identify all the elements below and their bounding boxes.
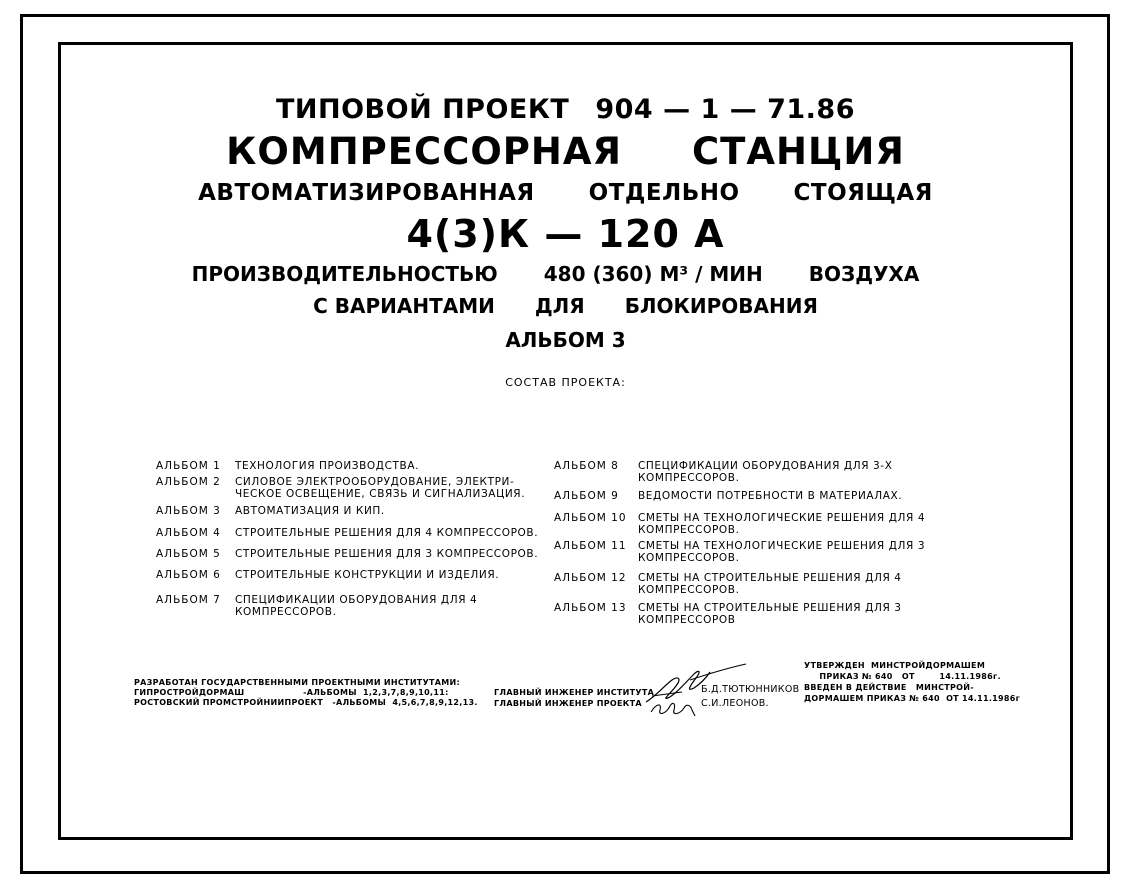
- title-capacity-label: ПРОИЗВОДИТЕЛЬНОСТЬЮ: [191, 262, 498, 286]
- album-row-8: [554, 460, 974, 490]
- album-row-4: [156, 527, 556, 548]
- album-row-12: [554, 572, 974, 602]
- album-desc: СТРОИТЕЛЬНЫЕ КОНСТРУКЦИИ И ИЗДЕЛИЯ.: [235, 569, 500, 581]
- album-desc: СПЕЦИФИКАЦИИ ОБОРУДОВАНИЯ ДЛЯ 3-Х КОМПРЕССОРОВ.: [638, 460, 893, 484]
- album-desc: СМЕТЫ НА СТРОИТЕЛЬНЫЕ РЕШЕНИЯ ДЛЯ 4 КОМПРЕССОРОВ.: [638, 572, 902, 596]
- album-label: АЛЬБОМ 9: [554, 490, 619, 502]
- album-label: АЛЬБОМ 3: [156, 505, 221, 517]
- album-row-1: [156, 460, 556, 476]
- albums-right-column: [554, 460, 974, 630]
- album-row-3: [156, 505, 556, 527]
- album-desc: ТЕХНОЛОГИЯ ПРОИЗВОДСТВА.: [235, 460, 420, 472]
- title-main: [0, 130, 1131, 173]
- title-variants-word1: С ВАРИАНТАМИ: [313, 294, 495, 318]
- footer-chief-institute-label: ГЛАВНЫЙ ИНЖЕНЕР ИНСТИТУТА: [494, 688, 655, 697]
- footer-name-institute: Б.Д.ТЮТЮННИКОВ: [701, 684, 800, 695]
- title-capacity: [0, 262, 1121, 286]
- title-main-word2: СТАНЦИЯ: [692, 130, 905, 173]
- album-label: АЛЬБОМ 7: [156, 594, 221, 606]
- title-capacity-medium: ВОЗДУХА: [808, 262, 920, 286]
- album-label: АЛЬБОМ 1: [156, 460, 221, 472]
- title-subtitle-word2: ОТДЕЛЬНО: [588, 180, 740, 206]
- album-label: АЛЬБОМ 11: [554, 540, 627, 552]
- album-row-10: [554, 512, 974, 540]
- footer-chief-project-label: ГЛАВНЫЙ ИНЖЕНЕР ПРОЕКТА: [494, 699, 642, 708]
- footer-name-project: С.И.ЛЕОНОВ.: [701, 698, 769, 709]
- title-subtitle-word1: АВТОМАТИЗИРОВАННАЯ: [198, 180, 535, 206]
- title-variants-word3: БЛОКИРОВАНИЯ: [624, 294, 818, 318]
- album-row-13: [554, 602, 974, 630]
- album-label: АЛЬБОМ 2: [156, 476, 221, 488]
- album-desc: СТРОИТЕЛЬНЫЕ РЕШЕНИЯ ДЛЯ 3 КОМПРЕССОРОВ.: [235, 548, 539, 560]
- title-album: АЛЬБОМ 3: [505, 328, 626, 352]
- album-label: АЛЬБОМ 6: [156, 569, 221, 581]
- title-project-label: ТИПОВОЙ ПРОЕКТ: [275, 94, 570, 125]
- album-row-11: [554, 540, 974, 572]
- album-desc: ВЕДОМОСТИ ПОТРЕБНОСТИ В МАТЕРИАЛАХ.: [638, 490, 903, 502]
- album-row-2: [156, 476, 556, 505]
- album-row-9: [554, 490, 974, 512]
- album-label: АЛЬБОМ 13: [554, 602, 627, 614]
- album-row-6: [156, 569, 556, 594]
- title-variants-word2: ДЛЯ: [534, 294, 585, 318]
- album-label: АЛЬБОМ 12: [554, 572, 627, 584]
- album-desc: СИЛОВОЕ ЭЛЕКТРООБОРУДОВАНИЕ, ЭЛЕКТРИ- ЧЕСКОЕ ОСВЕЩЕНИЕ, СВЯЗЬ И СИГНАЛИЗАЦИЯ.: [235, 476, 526, 500]
- title-subtitle: [0, 180, 1131, 206]
- title-project-code: 904 — 1 — 71.86: [595, 94, 856, 125]
- album-row-5: [156, 548, 556, 569]
- title-subtitle-word3: СТОЯЩАЯ: [793, 180, 933, 206]
- title-model: 4(3)К — 120 А: [406, 212, 725, 256]
- album-desc: АВТОМАТИЗАЦИЯ И КИП.: [235, 505, 385, 517]
- album-label: АЛЬБОМ 4: [156, 527, 221, 539]
- album-desc: СМЕТЫ НА СТРОИТЕЛЬНЫЕ РЕШЕНИЯ ДЛЯ 3 КОМПРЕССОРОВ: [638, 602, 902, 626]
- album-desc: СПЕЦИФИКАЦИИ ОБОРУДОВАНИЯ ДЛЯ 4 КОМПРЕССОРОВ.: [235, 594, 478, 618]
- albums-left-column: [156, 460, 556, 622]
- album-label: АЛЬБОМ 5: [156, 548, 221, 560]
- composition-heading: СОСТАВ ПРОЕКТА:: [505, 376, 626, 389]
- album-label: АЛЬБОМ 8: [554, 460, 619, 472]
- album-desc: СТРОИТЕЛЬНЫЕ РЕШЕНИЯ ДЛЯ 4 КОМПРЕССОРОВ.: [235, 527, 539, 539]
- album-row-7: [156, 594, 556, 622]
- title-capacity-value: 480 (360) М³ / МИН: [543, 262, 763, 286]
- signature-stroke-top: [688, 662, 748, 682]
- signature-project: [648, 696, 698, 720]
- footer-approval: УТВЕРЖДЕН МИНСТРОЙДОРМАШЕМ ПРИКАЗ № 640 ОТ 14.11.1986г. ВВЕДЕН В ДЕЙСТВИЕ МИНСТРОЙ- ДОРМАШЕМ ПРИКАЗ № 640 ОТ 14.11.1986г: [804, 661, 1021, 703]
- title-project-number: [0, 94, 1131, 125]
- album-desc: СМЕТЫ НА ТЕХНОЛОГИЧЕСКИЕ РЕШЕНИЯ ДЛЯ 3 КОМПРЕССОРОВ.: [638, 540, 926, 564]
- album-label: АЛЬБОМ 10: [554, 512, 627, 524]
- album-desc: СМЕТЫ НА ТЕХНОЛОГИЧЕСКИЕ РЕШЕНИЯ ДЛЯ 4 КОМПРЕССОРОВ.: [638, 512, 926, 536]
- title-variants: [0, 294, 1131, 318]
- footer-developers: РАЗРАБОТАН ГОСУДАРСТВЕННЫМИ ПРОЕКТНЫМИ ИНСТИТУТАМИ: ГИПРОСТРОЙДОРМАШ -АЛЬБОМЫ 1,2,3,7,8,9,10,11: РОСТОВСКИЙ ПРОМСТРОЙНИИПРОЕКТ -АЛЬБОМЫ 4,5,6,7,8,9,12,13.: [134, 678, 478, 707]
- title-main-word1: КОМПРЕССОРНАЯ: [226, 130, 623, 173]
